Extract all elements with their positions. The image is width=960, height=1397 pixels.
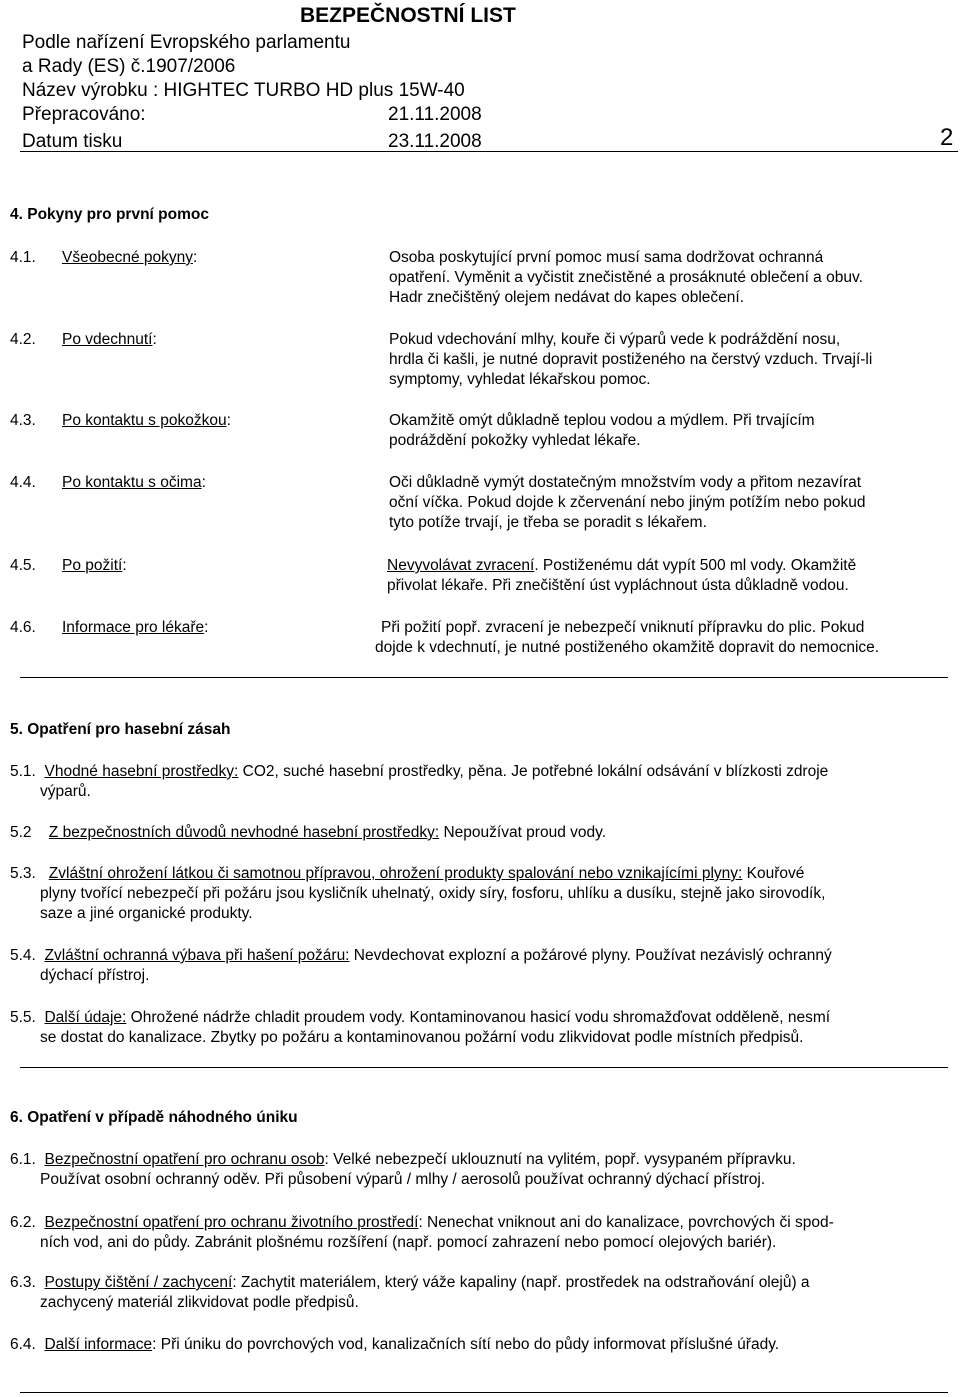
item-text-line: se dostat do kanalizace. Zbytky po požáru a kontaminovanou požární vodu zlikvidovat podle místních předpisů. <box>40 1029 804 1046</box>
item-label: Všeobecné pokyny <box>62 249 193 266</box>
item-label: Vhodné hasební prostředky: <box>44 763 239 780</box>
item-text-line: symptomy, vyhledat lékařskou pomoc. <box>389 371 651 388</box>
item-label: Z bezpečnostních důvodů nevhodné hasební prostředky: <box>48 824 440 841</box>
product-name: Název výrobku : HIGHTEC TURBO HD plus 15W-40 <box>22 80 465 101</box>
item-label: Zvláštní ochranná výbava při hašení požáru: <box>44 947 350 964</box>
item-text-line: plyny tvořící nebezpečí při požáru jsou kysličník uhelnatý, oxidy síry, fosforu, uhlíku a dusíku, stejně jako sirovodík, <box>40 885 826 902</box>
item-label: Postupy čištění / zachycení <box>44 1274 233 1291</box>
print-label: Datum tisku <box>22 131 123 152</box>
item-text-line: dýchací přístroj. <box>40 967 150 984</box>
item-label: Po kontaktu s pokožkou <box>62 412 227 429</box>
item-label: Informace pro lékaře <box>62 619 205 636</box>
item-text-line: Okamžitě omýt důkladně teplou vodou a mýdlem. Při trvajícím <box>389 412 815 429</box>
item-number: 4.2. <box>10 331 36 348</box>
section-4-heading: 4. Pokyny pro první pomoc <box>10 206 209 223</box>
item-text-line: oční víčka. Pokud dojde k zčervenání nebo jiným potížím nebo pokud <box>389 494 866 511</box>
item-text-line: hrdla či kašli, je nutné dopravit postiženého na čerstvý vzduch. Trvají-li <box>389 351 873 368</box>
item-text-line: Používat osobní ochranný oděv. Při působení výparů / mlhy / aerosolů používat ochranný dýchací přístroj. <box>40 1171 766 1188</box>
revised-date: 21.11.2008 <box>388 104 482 125</box>
item-text-line: Pokud vdechování mlhy, kouře či výparů vede k podráždění nosu, <box>389 331 841 348</box>
item-label: Další údaje: <box>44 1009 127 1026</box>
section-divider <box>20 677 948 678</box>
item-emphasis: Nevyvolávat zvracení <box>387 557 535 574</box>
item-label: Další informace <box>44 1336 153 1353</box>
section-divider <box>20 1392 948 1393</box>
document-title: BEZPEČNOSTNÍ LIST <box>300 4 516 27</box>
item-label: Po požití <box>62 557 123 574</box>
section-5-heading: 5. Opatření pro hasební zásah <box>10 721 231 738</box>
regulation-line-2: a Rady (ES) č.1907/2006 <box>22 56 236 77</box>
header-rule <box>20 151 958 152</box>
item-number: 4.5. <box>10 557 36 574</box>
item-number: 4.4. <box>10 474 36 491</box>
item-text-line: tyto potíže trvají, je třeba se poradit s lékařem. <box>389 514 707 531</box>
section-divider <box>20 1067 948 1068</box>
item-number: 4.1. <box>10 249 36 266</box>
item-text-line: Osoba poskytující první pomoc musí sama dodržovat ochranná <box>389 249 824 266</box>
item-text-line: opatření. Vyměnit a vyčistit znečistěné a prosáknuté oblečení a obuv. <box>389 269 863 286</box>
item-label: Po kontaktu s očima <box>62 474 202 491</box>
item-text-line: ních vod, ani do půdy. Zabránit plošnému rozšíření (např. pomocí zahrazení nebo pomocí olejových bariér). <box>40 1234 777 1251</box>
item-text-line: Hadr znečištěný olejem nedávat do kapes oblečení. <box>389 289 744 306</box>
page-number: 2 <box>940 124 954 151</box>
item-label: Po vdechnutí <box>62 331 153 348</box>
item-text-line: podráždění pokožky vyhledat lékaře. <box>389 432 641 449</box>
item-label: Bezpečnostní opatření pro ochranu osob <box>44 1151 325 1168</box>
item-label: Bezpečnostní opatření pro ochranu životního prostředí <box>44 1214 419 1231</box>
section-6-heading: 6. Opatření v případě náhodného úniku <box>10 1109 298 1126</box>
item-text-line: Oči důkladně vymýt dostatečným množstvím vody a přitom nezavírat <box>389 474 862 491</box>
item-text-line: zachycený materiál zlikvidovat podle předpisů. <box>40 1294 359 1311</box>
item-text-line: saze a jiné organické produkty. <box>40 905 253 922</box>
regulation-line-1: Podle nařízení Evropského parlamentu <box>22 32 351 53</box>
revised-label: Přepracováno: <box>22 104 146 125</box>
print-date: 23.11.2008 <box>388 131 482 152</box>
item-text-line: Při požití popř. zvracení je nebezpečí vniknutí přípravku do plic. Pokud <box>381 619 865 636</box>
item-text-line: dojde k vdechnutí, je nutné postiženého okamžitě dopravit do nemocnice. <box>375 639 880 656</box>
item-label: Zvláštní ohrožení látkou či samotnou přípravou, ohrožení produkty spalování nebo vznikajícími plyny: <box>48 865 743 882</box>
item-number: 4.6. <box>10 619 36 636</box>
item-text-line: výparů. <box>40 783 91 800</box>
item-number: 4.3. <box>10 412 36 429</box>
item-text-line: přivolat lékaře. Při znečištění úst vypláchnout ústa důkladně vodou. <box>387 577 849 594</box>
